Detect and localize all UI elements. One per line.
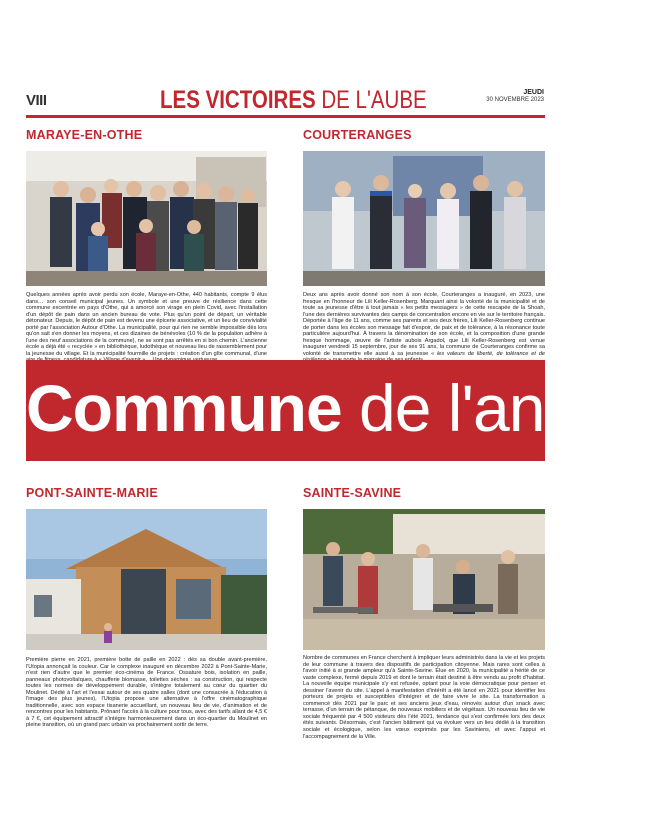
article-title-pont-sainte-marie: PONT-SAINTE-MARIE: [26, 486, 158, 500]
banner-title-bold: Commune: [26, 371, 342, 445]
banner-title: [26, 365, 652, 451]
masthead-title-light: DE L'AUBE: [315, 86, 427, 114]
masthead-title-bold: LES VICTOIRES: [160, 86, 316, 114]
article-title-sainte-savine: SAINTE-SAVINE: [303, 486, 402, 500]
header-rule: [26, 115, 545, 118]
photo-courteranges-fresco: [303, 151, 545, 286]
article-text-sainte-savine: Nombre de communes en France cherchent à impliquer leurs administrés dans la vie et les projets de leur commune à travers des dispositifs de participation citoyenne. Mais rares sont celles à l'avoir initié à si grande ampleur qu'à Sainte-Savine. Élue en 2020, la municipalité a hérité de ce vaste complexe, fermé depuis 2019 et dont le terrain était destiné à être vendu au profit d'habitat. La nouvelle équipe municipale s'y est refusée, optant pour la voie démocratique pour penser et dessiner l'avenir du site. L'appel à manifestation d'intérêt a été lancé en 2021 pour identifier les porteurs de projets et susceptibles d'intégrer et de faire vivre le site. La transformation a commencé dès 2021 par le parc et ses anciens jeux d'eau, rénovés autour d'un snack avec terrasse, d'un terrain de pétanque, de nouveaux mobiliers et de végétaux. Un nouveau lieu de vie sociale fréquenté par 4 500 visiteurs dès l'été 2021, tendance qui s'est confirmée lors des deux étés suivants. Désormais, c'est l'ancien bâtiment qui va évoluer vers un lieu dédié à la transition sociale et écologique, selon les vœux exprimés par les Saviniens, et avec l'appui et l'accompagnement de la Ville.: [303, 655, 545, 740]
article-title-maraye: MARAYE-EN-OTHE: [26, 128, 143, 142]
article-text-maraye: Quelques années après avoir perdu son école, Maraye-en-Othe, 440 habitants, compte 9 élus dans… son conseil municipal jeunes. Un symbole et une preuve de résilience dans cette commune excentrée en pays d'Othe, qui a amorcé son virage en plein Covid, avec l'installation d'un dépôt de pain dans un ancien bureau de vote. Plus qu'un point de départ, un véritable détonateur. Depuis, le dépôt de pain est devenu une épicerie associative, et un lieu de convivialité porté par l'association Autour d'Othe. La municipalité, pour qui rien ne semble impossible dès lors qu'on sait s'en donner les moyens, et ces dizaines de bénévoles (10 % de la population adhère à l'une des neuf associations de la commune), ne se sont pas arrêtés en si bon chemin. L'ancienne école a déjà été « recyclée » en bibliothèque, ludothèque et nouveau lieu de rassemblement pour la jeunesse du village. Et la municipalité fourmille de projets : création d'un gîte communal, d'une: [26, 292, 267, 357]
article-title-courteranges: COURTERANGES: [303, 128, 412, 142]
banner-title-light: de l'année: [341, 371, 652, 445]
page-number: VIII: [26, 92, 47, 109]
article-text-courteranges: [303, 292, 545, 357]
photo-pont-sainte-marie-cinema: [26, 509, 267, 650]
issue-day: JEUDI: [523, 89, 544, 96]
masthead-title: [160, 86, 427, 114]
article-text-pont-sainte-marie: Première pierre en 2021, première botte de paille en 2022 : dès sa double avant-première, l'Utopia annonçait la couleur. Car le complexe inauguré en décembre 2022 à Pont-Sainte-Marie, n'est rien d'autre que le premier éco-cinéma de France. Ossature bois, isolation en paille, panneaux photovoltaïques, chaufferie biomasse, toilettes sèches : sa construction, qui respecte toutes les normes de développement durable, s'intègre totalement au cœur du quartier du Moulinet. Dédié à l'art et l'essai autour de ses quatre salles (dont une consacrée à l'éducation à l'image des plus jeunes), l'Utopia propose une alternative à l'offre cinématographique traditionnelle, avec son espace tisanerie accueillant, un nouveau lieu de vie, d'animation et de rencontres pour les habitants. Prônant l'accès à la culture pour tous, avec des tarifs allant de 4,5 € à 7 €, cet équipement attractif s'intègre harmonieusement dans un éco-quartier du Moulinet en pleine transition, où un grand parc urbain va prochainement sortir de terre.: [26, 657, 267, 729]
photo-maraye-group: [26, 151, 267, 286]
photo-sainte-savine-park: [303, 509, 545, 650]
article-text-courteranges-quote: les valeurs de liberté, de tolérance et de: [437, 350, 545, 357]
issue-date: 30 NOVEMBRE 2023: [486, 97, 544, 103]
banner-commune-de-l-annee: [26, 360, 652, 461]
article-text-courteranges-body: Deux ans après avoir donné son nom à son école, Courteranges a inauguré, en 2023, une fresque en l'honneur de Lili Keller-Rosenberg. Marquant ainsi la volonté de la municipalité et de toute sa jeunesse d'être à tout jamais « les petits messagers » de cette rescapée de la Shoah, l'une des dernières survivantes des camps de concentration encore en vie sur le territoire français. Déportée à l'âge de 11 ans, comme ses parents et ses deux frères, Lili Keller-Rosenberg continue de porter dans les écoles son message fait d'espoir, de paix et de tolérance, à la résonance toute particulière aujourd'hui. À travers la dénomination de son école, et la composition d'une grande fresque hommage, œuvre de l'artiste aubois Argadol, que Lili Keller-Rosenberg est venue inaugurer vendredi 15 septembre, jour de ses 91 ans, la commune de Courteranges confirme sa volonté de transmettre elle aussi à sa jeunesse «: [303, 292, 545, 357]
